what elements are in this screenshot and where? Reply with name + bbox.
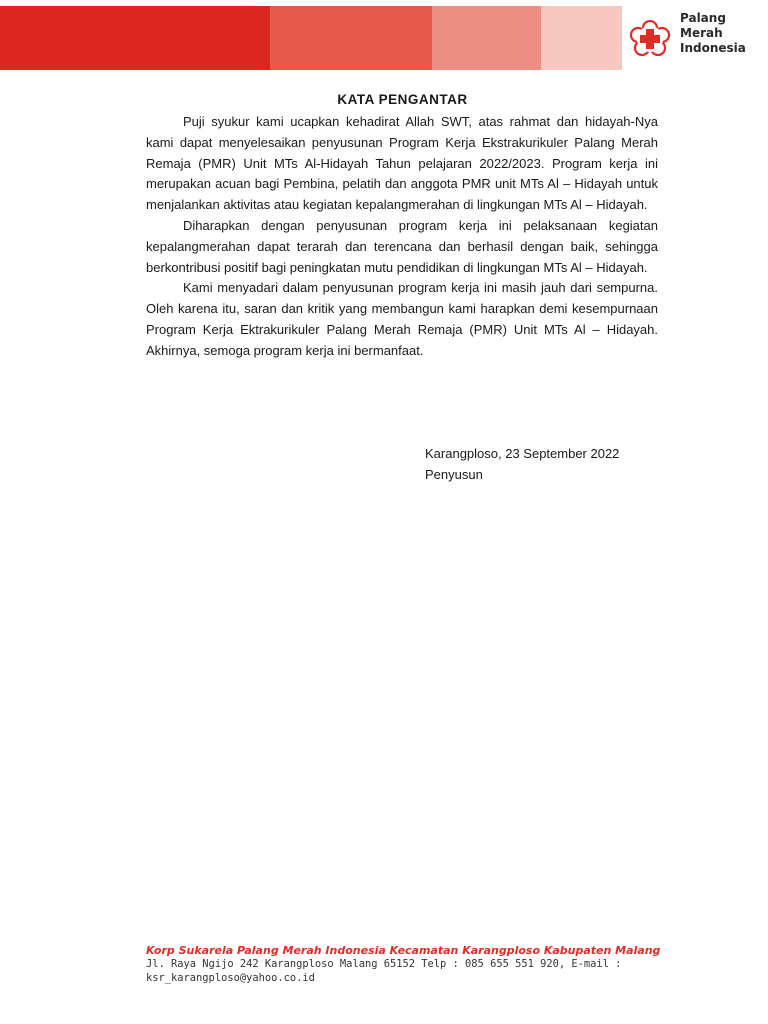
footer-organization: Korp Sukarela Palang Merah Indonesia Kecamatan Karangploso Kabupaten Malang	[146, 944, 661, 957]
paragraph-1: Puji syukur kami ucapkan kehadirat Allah SWT, atas rahmat dan hidayah-Nya kami dapat menyelesaikan penyusunan Program Kerja Ekstrakurikuler Palang Merah Remaja (PMR) Unit MTs Al-Hidayah Tahun pelajaran 2022/2023. Program kerja ini merupakan acuan bagi Pembina, pelatih dan anggota PMR unit MTs Al – Hidayah untuk menjalankan aktivitas atau kegiatan kepalangmerahan di lingkungan MTs Al – Hidayah.	[146, 114, 658, 213]
document-title: KATA PENGANTAR	[337, 92, 468, 107]
logo-wordmark	[680, 11, 746, 56]
footer-address: Jl. Raya Ngijo 242 Karangploso Malang 65152 Telp : 085 655 551 920, E-mail : ksr_karangploso@yahoo.co.id	[146, 958, 622, 984]
banner-band-salmon	[432, 6, 541, 70]
banner-band-dark-red	[0, 6, 270, 70]
banner-band-pink	[541, 6, 622, 70]
document-body	[146, 112, 658, 362]
logo-line-3: Indonesia	[680, 41, 746, 55]
paragraph-2: Diharapkan dengan penyusunan program kerja ini pelaksanaan kegiatan kepalangmerahan dapat terarah dan terencana dan berhasil dengan baik, sehingga berkontribusi positif bagi peningkatan mutu pendidikan di lingkungan MTs Al – Hidayah.	[146, 217, 658, 275]
place-date: Karangploso, 23 September 2022	[425, 446, 620, 461]
signature-block	[425, 443, 619, 485]
logo-line-2: Merah	[680, 26, 723, 40]
signer-label: Penyusun	[425, 467, 483, 482]
letterhead-footer	[146, 944, 666, 985]
paragraph-3: Kami menyadari dalam penyusunan program kerja ini masih jauh dari sempurna. Oleh karena itu, saran dan kritik yang membangun kami harapkan demi kesempurnaan Program Kerja Ektrakurikuler Palang Merah Remaja (PMR) Unit MTs Al – Hidayah. Akhirnya, semoga program kerja ini bermanfaat.	[146, 280, 658, 358]
red-cross-flower-icon	[627, 20, 673, 58]
banner-band-red	[270, 6, 432, 70]
logo-line-1: Palang	[680, 11, 726, 25]
